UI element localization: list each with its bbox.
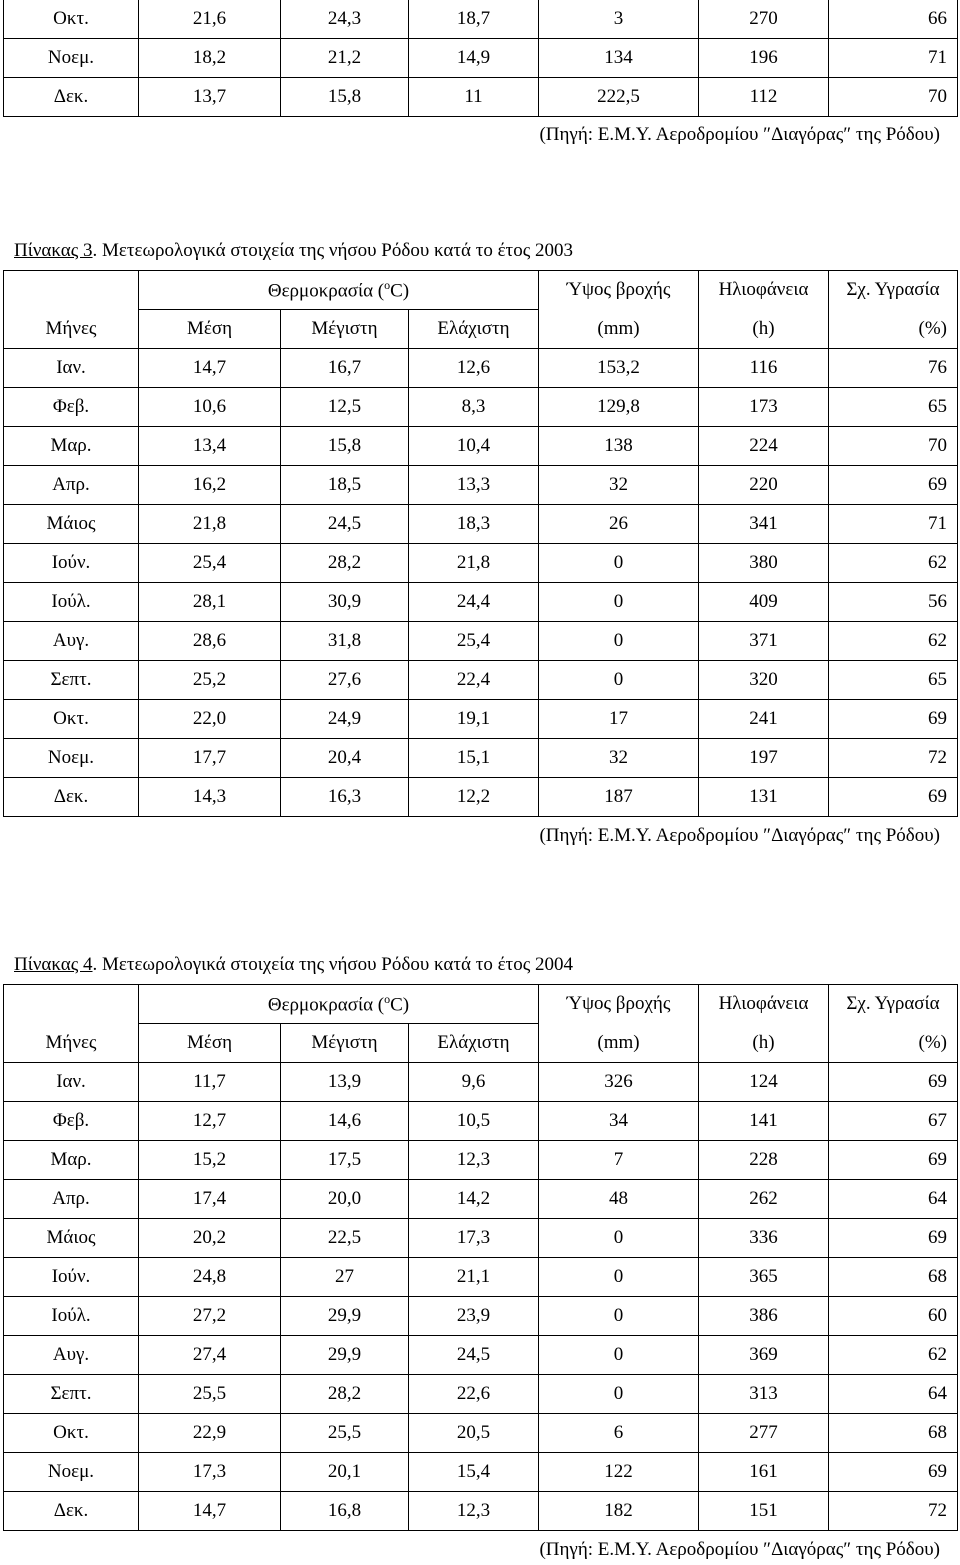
min-temp-cell: 22,6: [409, 1375, 539, 1414]
mean-temp-cell: 13,4: [139, 427, 281, 466]
month-cell: Νοεμ.: [4, 39, 139, 78]
rainfall-cell: 32: [539, 739, 699, 778]
table-row: [4, 1258, 958, 1297]
rainfall-cell: 6: [539, 1414, 699, 1453]
table-row: [4, 1414, 958, 1453]
table-row: [4, 427, 958, 466]
month-cell: Ιούν.: [4, 1258, 139, 1297]
month-cell: Ιούν.: [4, 544, 139, 583]
humidity-cell: 69: [829, 1141, 958, 1180]
min-temp-cell: 8,3: [409, 388, 539, 427]
mean-temp-cell: 17,4: [139, 1180, 281, 1219]
table-row: [4, 583, 958, 622]
max-temp-cell: 24,3: [281, 0, 409, 39]
rainfall-cell: 134: [539, 39, 699, 78]
rainfall-cell: 0: [539, 1297, 699, 1336]
header-months-blank: [4, 271, 139, 310]
header-mean: Μέση: [139, 1024, 281, 1063]
mean-temp-cell: 10,6: [139, 388, 281, 427]
sunshine-cell: 141: [699, 1102, 829, 1141]
humidity-cell: 70: [829, 427, 958, 466]
table-row: [4, 39, 958, 78]
sunshine-cell: 151: [699, 1492, 829, 1531]
humidity-cell: 69: [829, 700, 958, 739]
table-caption-title: . Μετεωρολογικά στοιχεία της νήσου Ρόδου κατά το έτος 2004: [92, 954, 573, 975]
max-temp-cell: 16,8: [281, 1492, 409, 1531]
header-humidity-unit: (%): [829, 310, 958, 349]
rainfall-cell: 7: [539, 1141, 699, 1180]
table-row: [4, 700, 958, 739]
sunshine-cell: 320: [699, 661, 829, 700]
humidity-cell: 65: [829, 661, 958, 700]
month-cell: Δεκ.: [4, 78, 139, 117]
mean-temp-cell: 21,6: [139, 0, 281, 39]
table-row: [4, 78, 958, 117]
table-caption: [14, 950, 573, 980]
header-sunshine: Ηλιοφάνεια: [699, 985, 829, 1024]
sunshine-cell: 220: [699, 466, 829, 505]
max-temp-cell: 30,9: [281, 583, 409, 622]
rainfall-cell: 32: [539, 466, 699, 505]
header-months: Μήνες: [4, 1024, 139, 1063]
table-row: [4, 1141, 958, 1180]
header-min: Ελάχιστη: [409, 1024, 539, 1063]
month-cell: Μαρ.: [4, 1141, 139, 1180]
mean-temp-cell: 28,1: [139, 583, 281, 622]
min-temp-cell: 14,2: [409, 1180, 539, 1219]
month-cell: Ιούλ.: [4, 583, 139, 622]
mean-temp-cell: 21,8: [139, 505, 281, 544]
rainfall-cell: 48: [539, 1180, 699, 1219]
min-temp-cell: 23,9: [409, 1297, 539, 1336]
month-cell: Οκτ.: [4, 0, 139, 39]
header-sunshine: Ηλιοφάνεια: [699, 271, 829, 310]
header-temperature: Θερμοκρασία ($^o$C): [139, 271, 539, 310]
sunshine-cell: 262: [699, 1180, 829, 1219]
table-caption-label: Πίνακας 4: [14, 954, 93, 975]
humidity-cell: 72: [829, 739, 958, 778]
rainfall-cell: 182: [539, 1492, 699, 1531]
month-cell: Απρ.: [4, 1180, 139, 1219]
min-temp-cell: 14,9: [409, 39, 539, 78]
month-cell: Οκτ.: [4, 700, 139, 739]
sunshine-cell: 241: [699, 700, 829, 739]
weather-table-2003: [3, 270, 958, 817]
max-temp-cell: 15,8: [281, 78, 409, 117]
max-temp-cell: 31,8: [281, 622, 409, 661]
month-cell: Μάιος: [4, 505, 139, 544]
max-temp-cell: 27,6: [281, 661, 409, 700]
humidity-cell: 62: [829, 622, 958, 661]
table-row: [4, 778, 958, 817]
max-temp-cell: 27: [281, 1258, 409, 1297]
sunshine-cell: 369: [699, 1336, 829, 1375]
rainfall-cell: 0: [539, 622, 699, 661]
source-note: (Πηγή: Ε.Μ.Υ. Αεροδρομίου ″Διαγόρας″ της Ρόδου): [539, 825, 940, 846]
sunshine-cell: 270: [699, 0, 829, 39]
month-cell: Αυγ.: [4, 622, 139, 661]
month-cell: Μάιος: [4, 1219, 139, 1258]
table-row: [4, 0, 958, 39]
mean-temp-cell: 18,2: [139, 39, 281, 78]
humidity-cell: 65: [829, 388, 958, 427]
table-row: [4, 661, 958, 700]
humidity-cell: 72: [829, 1492, 958, 1531]
header-max: Μέγιστη: [281, 1024, 409, 1063]
mean-temp-cell: 22,0: [139, 700, 281, 739]
min-temp-cell: 15,4: [409, 1453, 539, 1492]
max-temp-cell: 17,5: [281, 1141, 409, 1180]
humidity-cell: 62: [829, 544, 958, 583]
table-row: [4, 1492, 958, 1531]
sunshine-cell: 336: [699, 1219, 829, 1258]
max-temp-cell: 28,2: [281, 544, 409, 583]
rainfall-cell: 0: [539, 1375, 699, 1414]
header-rain: Ύψος βροχής: [539, 271, 699, 310]
table-row: [4, 1297, 958, 1336]
sunshine-cell: 173: [699, 388, 829, 427]
humidity-cell: 67: [829, 1102, 958, 1141]
max-temp-cell: 15,8: [281, 427, 409, 466]
mean-temp-cell: 25,5: [139, 1375, 281, 1414]
rainfall-cell: 0: [539, 583, 699, 622]
min-temp-cell: 18,7: [409, 0, 539, 39]
min-temp-cell: 12,3: [409, 1492, 539, 1531]
header-sunshine-unit: (h): [699, 310, 829, 349]
source-note: (Πηγή: Ε.Μ.Υ. Αεροδρομίου ″Διαγόρας″ της Ρόδου): [539, 1539, 940, 1560]
table-row: [4, 544, 958, 583]
month-cell: Δεκ.: [4, 778, 139, 817]
min-temp-cell: 18,3: [409, 505, 539, 544]
max-temp-cell: 24,9: [281, 700, 409, 739]
table-row: [4, 1453, 958, 1492]
table-row: [4, 388, 958, 427]
humidity-cell: 68: [829, 1258, 958, 1297]
max-temp-cell: 16,3: [281, 778, 409, 817]
humidity-cell: 64: [829, 1375, 958, 1414]
sunshine-cell: 196: [699, 39, 829, 78]
month-cell: Οκτ.: [4, 1414, 139, 1453]
max-temp-cell: 29,9: [281, 1336, 409, 1375]
mean-temp-cell: 14,3: [139, 778, 281, 817]
humidity-cell: 69: [829, 1063, 958, 1102]
rainfall-cell: 3: [539, 0, 699, 39]
table-row: [4, 739, 958, 778]
humidity-cell: 69: [829, 1219, 958, 1258]
max-temp-cell: 29,9: [281, 1297, 409, 1336]
mean-temp-cell: 24,8: [139, 1258, 281, 1297]
sunshine-cell: 386: [699, 1297, 829, 1336]
table-row: [4, 1375, 958, 1414]
table-row: [4, 1336, 958, 1375]
month-cell: Ιούλ.: [4, 1297, 139, 1336]
sunshine-cell: 161: [699, 1453, 829, 1492]
table-row: [4, 466, 958, 505]
sunshine-cell: 277: [699, 1414, 829, 1453]
rainfall-cell: 187: [539, 778, 699, 817]
min-temp-cell: 12,6: [409, 349, 539, 388]
min-temp-cell: 20,5: [409, 1414, 539, 1453]
table-row: [4, 349, 958, 388]
sunshine-cell: 197: [699, 739, 829, 778]
humidity-cell: 71: [829, 39, 958, 78]
rainfall-cell: 34: [539, 1102, 699, 1141]
sunshine-cell: 124: [699, 1063, 829, 1102]
header-months: Μήνες: [4, 310, 139, 349]
table-row: [4, 1102, 958, 1141]
sunshine-cell: 341: [699, 505, 829, 544]
sunshine-cell: 409: [699, 583, 829, 622]
rainfall-cell: 26: [539, 505, 699, 544]
weather-table-continued: [3, 0, 958, 117]
min-temp-cell: 11: [409, 78, 539, 117]
month-cell: Απρ.: [4, 466, 139, 505]
table-caption-title: . Μετεωρολογικά στοιχεία της νήσου Ρόδου κατά το έτος 2003: [92, 240, 573, 261]
header-humidity-unit: (%): [829, 1024, 958, 1063]
sunshine-cell: 131: [699, 778, 829, 817]
max-temp-cell: 28,2: [281, 1375, 409, 1414]
max-temp-cell: 14,6: [281, 1102, 409, 1141]
header-rain-unit: (mm): [539, 310, 699, 349]
header-rain: Ύψος βροχής: [539, 985, 699, 1024]
rainfall-cell: 0: [539, 1219, 699, 1258]
min-temp-cell: 13,3: [409, 466, 539, 505]
header-min: Ελάχιστη: [409, 310, 539, 349]
min-temp-cell: 12,2: [409, 778, 539, 817]
header-sunshine-unit: (h): [699, 1024, 829, 1063]
rainfall-cell: 0: [539, 544, 699, 583]
sunshine-cell: 313: [699, 1375, 829, 1414]
min-temp-cell: 24,4: [409, 583, 539, 622]
min-temp-cell: 15,1: [409, 739, 539, 778]
rainfall-cell: 0: [539, 1336, 699, 1375]
humidity-cell: 70: [829, 78, 958, 117]
mean-temp-cell: 22,9: [139, 1414, 281, 1453]
sunshine-cell: 112: [699, 78, 829, 117]
min-temp-cell: 17,3: [409, 1219, 539, 1258]
max-temp-cell: 25,5: [281, 1414, 409, 1453]
rainfall-cell: 17: [539, 700, 699, 739]
humidity-cell: 69: [829, 466, 958, 505]
min-temp-cell: 21,8: [409, 544, 539, 583]
max-temp-cell: 24,5: [281, 505, 409, 544]
table-row: [4, 1180, 958, 1219]
weather-table-2004: [3, 984, 958, 1531]
max-temp-cell: 18,5: [281, 466, 409, 505]
humidity-cell: 69: [829, 1453, 958, 1492]
min-temp-cell: 10,5: [409, 1102, 539, 1141]
mean-temp-cell: 17,3: [139, 1453, 281, 1492]
mean-temp-cell: 14,7: [139, 349, 281, 388]
min-temp-cell: 22,4: [409, 661, 539, 700]
min-temp-cell: 25,4: [409, 622, 539, 661]
mean-temp-cell: 27,2: [139, 1297, 281, 1336]
mean-temp-cell: 20,2: [139, 1219, 281, 1258]
max-temp-cell: 20,4: [281, 739, 409, 778]
max-temp-cell: 20,1: [281, 1453, 409, 1492]
humidity-cell: 68: [829, 1414, 958, 1453]
sunshine-cell: 365: [699, 1258, 829, 1297]
table-caption: [14, 236, 573, 266]
humidity-cell: 64: [829, 1180, 958, 1219]
min-temp-cell: 21,1: [409, 1258, 539, 1297]
humidity-cell: 60: [829, 1297, 958, 1336]
min-temp-cell: 9,6: [409, 1063, 539, 1102]
month-cell: Φεβ.: [4, 1102, 139, 1141]
header-mean: Μέση: [139, 310, 281, 349]
rainfall-cell: 153,2: [539, 349, 699, 388]
humidity-cell: 56: [829, 583, 958, 622]
rainfall-cell: 138: [539, 427, 699, 466]
month-cell: Ιαν.: [4, 349, 139, 388]
month-cell: Δεκ.: [4, 1492, 139, 1531]
table-row: [4, 505, 958, 544]
mean-temp-cell: 25,4: [139, 544, 281, 583]
humidity-cell: 66: [829, 0, 958, 39]
mean-temp-cell: 16,2: [139, 466, 281, 505]
max-temp-cell: 13,9: [281, 1063, 409, 1102]
mean-temp-cell: 28,6: [139, 622, 281, 661]
table-caption-label: Πίνακας 3: [14, 240, 93, 261]
sunshine-cell: 228: [699, 1141, 829, 1180]
min-temp-cell: 10,4: [409, 427, 539, 466]
sunshine-cell: 116: [699, 349, 829, 388]
header-row: [4, 271, 958, 310]
rainfall-cell: 0: [539, 661, 699, 700]
max-temp-cell: 20,0: [281, 1180, 409, 1219]
table-row: [4, 622, 958, 661]
month-cell: Ιαν.: [4, 1063, 139, 1102]
mean-temp-cell: 13,7: [139, 78, 281, 117]
max-temp-cell: 21,2: [281, 39, 409, 78]
table-row: [4, 1219, 958, 1258]
rainfall-cell: 326: [539, 1063, 699, 1102]
mean-temp-cell: 15,2: [139, 1141, 281, 1180]
max-temp-cell: 22,5: [281, 1219, 409, 1258]
header-row: [4, 310, 958, 349]
month-cell: Σεπτ.: [4, 1375, 139, 1414]
month-cell: Νοεμ.: [4, 739, 139, 778]
header-humidity: Σχ. Υγρασία: [829, 985, 958, 1024]
month-cell: Αυγ.: [4, 1336, 139, 1375]
mean-temp-cell: 12,7: [139, 1102, 281, 1141]
humidity-cell: 62: [829, 1336, 958, 1375]
month-cell: Σεπτ.: [4, 661, 139, 700]
humidity-cell: 76: [829, 349, 958, 388]
sunshine-cell: 224: [699, 427, 829, 466]
header-row: [4, 985, 958, 1024]
min-temp-cell: 24,5: [409, 1336, 539, 1375]
humidity-cell: 69: [829, 778, 958, 817]
mean-temp-cell: 14,7: [139, 1492, 281, 1531]
header-months-blank: [4, 985, 139, 1024]
max-temp-cell: 12,5: [281, 388, 409, 427]
month-cell: Μαρ.: [4, 427, 139, 466]
mean-temp-cell: 25,2: [139, 661, 281, 700]
sunshine-cell: 380: [699, 544, 829, 583]
min-temp-cell: 12,3: [409, 1141, 539, 1180]
month-cell: Φεβ.: [4, 388, 139, 427]
table-row: [4, 1063, 958, 1102]
sunshine-cell: 371: [699, 622, 829, 661]
rainfall-cell: 0: [539, 1258, 699, 1297]
min-temp-cell: 19,1: [409, 700, 539, 739]
rainfall-cell: 122: [539, 1453, 699, 1492]
header-humidity: Σχ. Υγρασία: [829, 271, 958, 310]
max-temp-cell: 16,7: [281, 349, 409, 388]
header-max: Μέγιστη: [281, 310, 409, 349]
rainfall-cell: 129,8: [539, 388, 699, 427]
humidity-cell: 71: [829, 505, 958, 544]
mean-temp-cell: 11,7: [139, 1063, 281, 1102]
source-note: (Πηγή: Ε.Μ.Υ. Αεροδρομίου ″Διαγόρας″ της Ρόδου): [539, 124, 940, 145]
rainfall-cell: 222,5: [539, 78, 699, 117]
mean-temp-cell: 17,7: [139, 739, 281, 778]
header-temperature: Θερμοκρασία ($^o$C): [139, 985, 539, 1024]
mean-temp-cell: 27,4: [139, 1336, 281, 1375]
month-cell: Νοεμ.: [4, 1453, 139, 1492]
header-rain-unit: (mm): [539, 1024, 699, 1063]
header-row: [4, 1024, 958, 1063]
